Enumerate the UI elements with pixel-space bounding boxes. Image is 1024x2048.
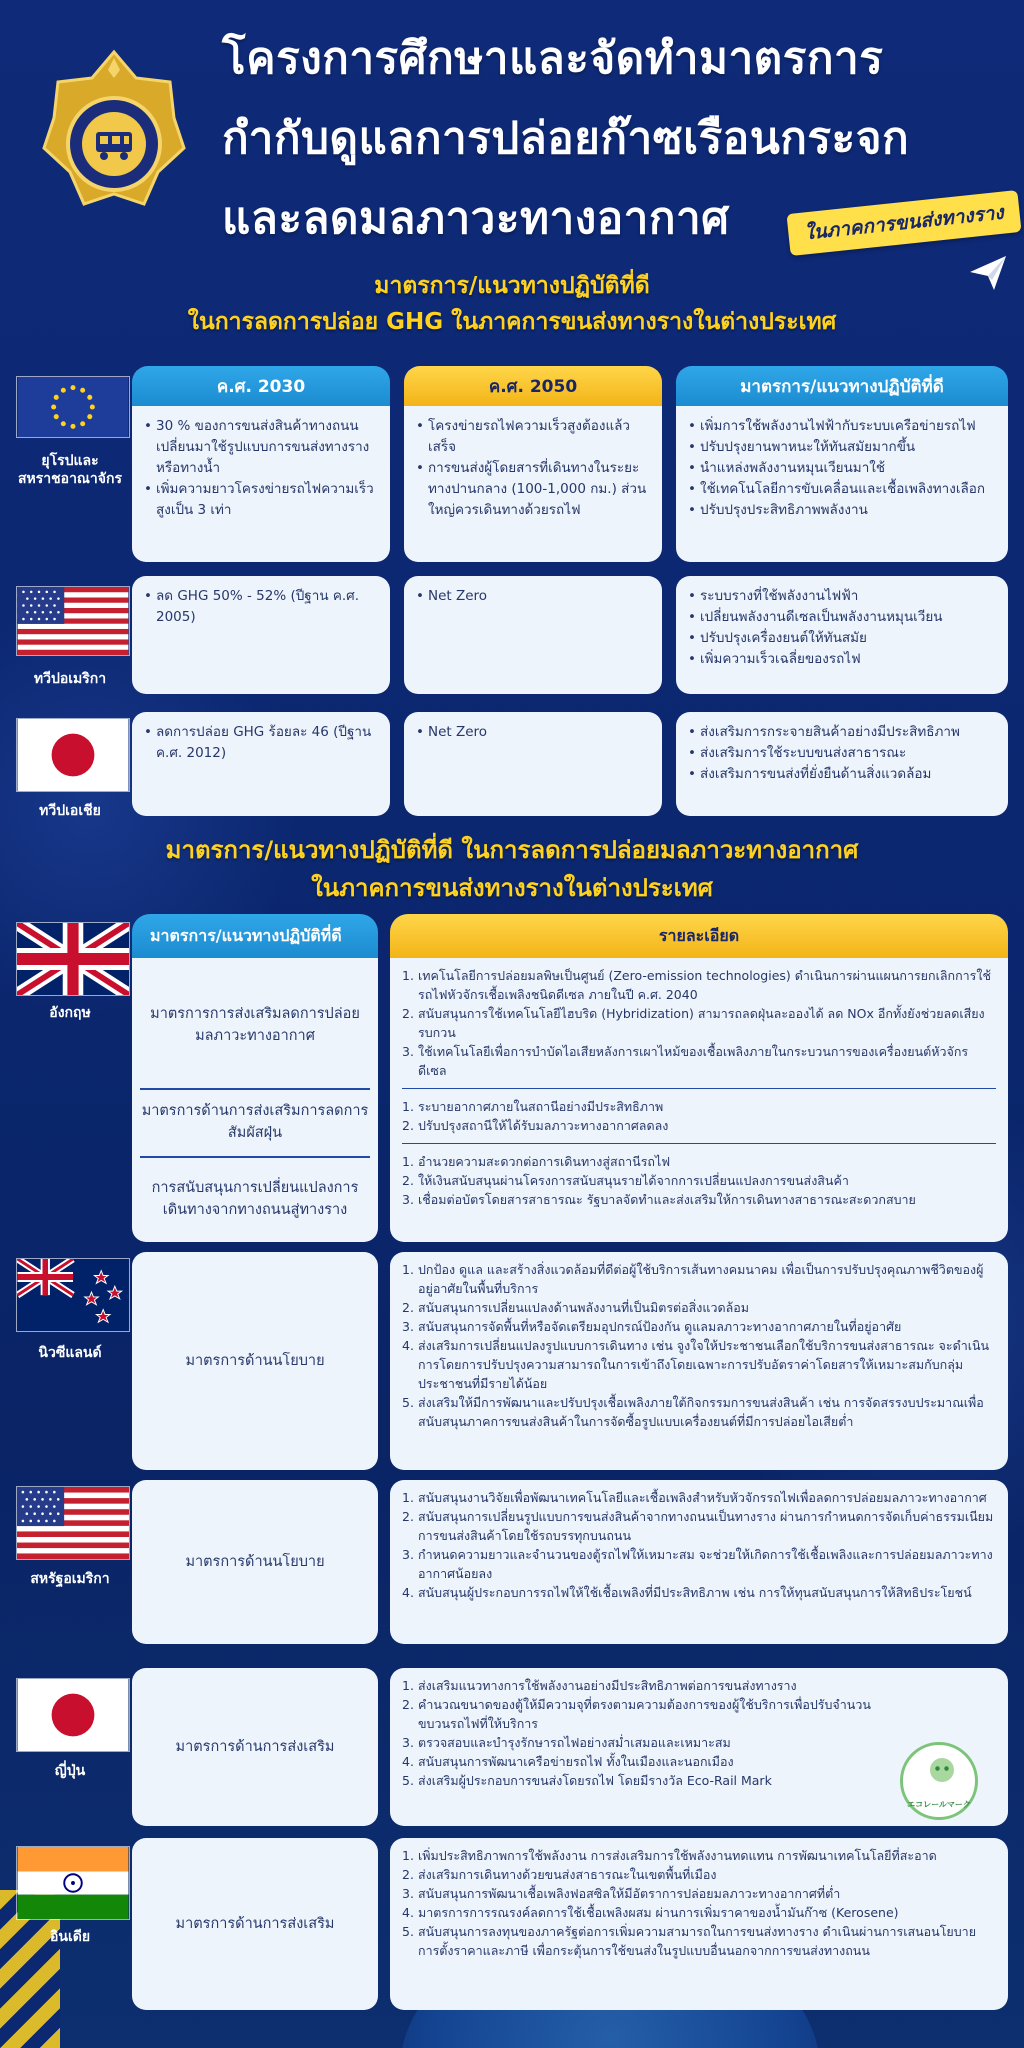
uk-flag-icon (16, 922, 130, 996)
country-label: อังกฤษ (49, 1005, 91, 1021)
list-item: • ใช้เทคโนโลยีการขับเคลื่อนและเชื้อเพลิงทางเลือก (686, 479, 998, 500)
list-item: 2. สนับสนุนการเปลี่ยนรูปแบบการขนส่งสินค้าจากทางถนนเป็นทางราง ผ่านการกำหนดการจัดเก็บค่าธรรมเนียมการขนส่งสินค้าโดยใช้รถบรรทุกบนถนน (402, 1509, 994, 1543)
section2-title-line1: มาตรการ/แนวทางปฏิบัติที่ดี ในการลดการปล่อยมลภาวะทางอากาศ (165, 836, 859, 864)
list-item: • Net Zero (414, 722, 652, 743)
india-flag-icon (16, 1846, 130, 1920)
cell-asia-2050 (404, 712, 662, 816)
list-item: 2. คำนวณขนาดของตู้ให้มีความจุที่ตรงตามความต้องการของผู้ใช้บริการเพื่อปรับจำนวนขบวนรถไฟที่ให้บริการ (402, 1697, 871, 1731)
list-item: 2. ปรับปรุงสถานีให้ได้รับมลภาวะทางอากาศลดลง (402, 1118, 669, 1133)
cell-usa-measures (676, 576, 1008, 694)
detail-nz (390, 1252, 1008, 1470)
list-item: • ส่งเสริมการกระจายสินค้าอย่างมีประสิทธิภาพ (686, 722, 998, 743)
detail-usa (390, 1480, 1008, 1644)
eu-star-icon (54, 414, 59, 419)
list-item: 4. สนับสนุนการพัฒนาเครือข่ายรถไฟ ทั้งในเมืองและนอกเมือง (402, 1754, 734, 1769)
list-item: • เพิ่มความเร็วเฉลี่ยของรถไฟ (686, 649, 998, 670)
list-item: • Net Zero (414, 586, 652, 607)
cell-eu-2030 (132, 406, 390, 562)
usa-flag-icon (16, 1486, 130, 1560)
list-item: • ระบบรางที่ใช้พลังงานไฟฟ้า (686, 586, 998, 607)
list-item: • เพิ่มการใช้พลังงานไฟฟ้ากับระบบเครือข่ายรถไฟ (686, 416, 998, 437)
list-item: 3. ใช้เทคโนโลยีเพื่อการบำบัดไอเสียหลังการเผาไหม้ของเชื้อเพลิงภายในกระบวนการของเครื่องยนต์หัวจักรดีเซล (402, 1044, 969, 1078)
column-header-2050: ค.ศ. 2050 (404, 366, 662, 406)
list-item: 3. เชื่อมต่อบัตรโดยสารสาธารณะ รัฐบาลจัดทำและส่งเสริมให้การเดินทางสาธารณะสะดวกสบาย (402, 1192, 916, 1207)
list-item: 3. ตรวจสอบและบำรุงรักษารถไฟอย่างสม่ำเสมอและเหมาะสม (402, 1735, 731, 1750)
list-item: 1. เทคโนโลยีการปล่อยมลพิษเป็นศูนย์ (Zero-emission technologies) ดำเนินการผ่านแผนการยกเลิกการใช้รถไฟหัวจักรเชื้อเพลิงชนิดดีเซล ภายในปี ค.ศ. 2040 (402, 968, 991, 1002)
measure-india: มาตรการด้านการส่งเสริม (132, 1838, 378, 2010)
list-item: 2. ให้เงินสนับสนุนผ่านโครงการสนับสนุนรายได้จากการเปลี่ยนแปลงการขนส่งสินค้า (402, 1173, 849, 1188)
list-item: • นำแหล่งพลังงานหมุนเวียนมาใช้ (686, 458, 998, 479)
list-item: 1. ส่งเสริมแนวทางการใช้พลังงานอย่างมีประสิทธิภาพต่อการขนส่งทางราง (402, 1678, 797, 1693)
measure-uk-1: มาตรการการส่งเสริมลดการปล่อยมลภาวะทางอากาศ (150, 1006, 360, 1044)
list-item: 4. ส่งเสริมการเปลี่ยนแปลงรูปแบบการเดินทาง เช่น จูงใจให้ประชาชนเลือกใช้บริการขนส่งสาธารณะ จะดำเนินการโดยการปรับปรุงความสามารถในการเข้าถึงโดยเฉพาะการปรับอัตราค่าโดยสารให้เหมาะสมกับกลุ่มประชาชนที่มีรายได้น้อย (402, 1338, 990, 1391)
list-item: • เปลี่ยนพลังงานดีเซลเป็นพลังงานหมุนเวียน (686, 607, 998, 628)
list-item: 2. สนับสนุนการใช้เทคโนโลยีไฮบริด (Hybridization) สามารถลดฝุ่นละอองได้ ลด NOx อีกทั้งยังช่วยลดเสียงรบกวน (402, 1006, 985, 1040)
country-label: สหรัฐอเมริกา (30, 1571, 110, 1587)
country-label: นิวซีแลนด์ (38, 1345, 102, 1361)
list-item: • ส่งเสริมการขนส่งที่ยั่งยืนด้านสิ่งแวดล้อม (686, 764, 998, 785)
list-item: 5. ส่งเสริมให้มีการพัฒนาและปรับปรุงเชื้อเพลิงภายใต้กิจกรรมการขนส่งสินค้า เช่น การจัดสรรงบประมาณเพื่อสนับสนุนภาคการขนส่งสินค้าในการจัดซื้อรูปแบบเครื่องยนต์ที่มีการปล่อยไอเสียต่ำ (402, 1395, 984, 1429)
list-item: 5. สนับสนุนการลงทุนของภาครัฐต่อการเพิ่มความสามารถในการขนส่งทางราง ดำเนินผ่านการเสนอนโยบายการตั้งราคาและภาษี เพื่อกระตุ้นการใช้ขนส่งในรูปแบบอื่นนอกจากการขนส่งทางถนน (402, 1924, 977, 1958)
list-item: 3. สนับสนุนการจัดพื้นที่หรือจัดเตรียมอุปกรณ์ป้องกัน ดูแลมลภาวะทางอากาศภายในที่อยู่อาศัย (402, 1319, 902, 1334)
title-line-2: กำกับดูแลการปล่อยก๊าซเรือนกระจก (222, 113, 910, 164)
list-item: • โครงข่ายรถไฟความเร็วสูงต้องแล้วเสร็จ (414, 416, 652, 458)
eu-star-icon (80, 388, 85, 393)
eu-star-icon (70, 424, 75, 429)
eco-rail-mark-icon: エコレールマーク (900, 1742, 978, 1820)
list-item: • ส่งเสริมการใช้ระบบขนส่งสาธารณะ (686, 743, 998, 764)
list-item: 3. สนับสนุนการพัฒนาเชื้อเพลิงฟอสซิลให้มีอัตราการปล่อยมลภาวะทางอากาศที่ต่ำ (402, 1886, 841, 1901)
divider (140, 1088, 370, 1090)
department-of-rail-transport-seal-icon (40, 48, 188, 218)
detail-column-uk (390, 958, 1008, 1242)
eu-star-icon (70, 385, 75, 390)
eu-star-icon (61, 388, 66, 393)
list-item: 1. สนับสนุนงานวิจัยเพื่อพัฒนาเทคโนโลยีและเชื้อเพลิงสำหรับหัวจักรรถไฟเพื่อลดการปล่อยมลภาวะทางอากาศ (402, 1490, 987, 1505)
list-item: 1. อำนวยความสะดวกต่อการเดินทางสู่สถานีรถไฟ (402, 1154, 671, 1169)
list-item: 4. สนับสนุนผู้ประกอบการรถไฟให้ใช้เชื้อเพลิงที่มีประสิทธิภาพ เช่น การให้ทุนสนับสนุนการให้สิทธิประโยชน์ (402, 1585, 972, 1600)
list-item: • ลดการปล่อย GHG ร้อยละ 46 (ปีฐาน ค.ศ. 2012) (142, 722, 380, 764)
cell-usa-2050 (404, 576, 662, 694)
section1-title-line1: มาตรการ/แนวทางปฏิบัติที่ดี (374, 273, 650, 299)
list-item: • การขนส่งผู้โดยสารที่เดินทางในระยะทางปานกลาง (100-1,000 กม.) ส่วนใหญ่ควรเดินทางด้วยรถไฟ (414, 458, 652, 521)
column-header-2030: ค.ศ. 2030 (132, 366, 390, 406)
section2-title-line2: ในภาคการขนส่งทางรางในต่างประเทศ (311, 874, 713, 902)
column-header-detail: รายละเอียด (390, 914, 1008, 958)
country-label: ทวีปเอเชีย (39, 803, 101, 819)
measure-nz: มาตรการด้านนโยบาย (132, 1252, 378, 1470)
eu-star-icon (51, 404, 56, 409)
eu-star-icon (80, 421, 85, 426)
measure-japan: มาตรการด้านการส่งเสริม (132, 1668, 378, 1826)
japan-flag-icon (16, 718, 130, 792)
country-label: ญี่ปุ่น (54, 1763, 86, 1779)
list-item: • ปรับปรุงยานพาหนะให้ทันสมัยมากขึ้น (686, 437, 998, 458)
rail-sector-badge: ในภาคการขนส่งทางราง (786, 190, 1021, 256)
list-item: • ปรับปรุงประสิทธิภาพพลังงาน (686, 500, 998, 521)
cell-asia-2030 (132, 712, 390, 816)
country-label: ยุโรปและ สหราชอาณาจักร (18, 453, 122, 487)
measure-uk-3: การสนับสนุนการเปลี่ยนแปลงการเดินทางจากทางถนนสู่ทางราง (151, 1180, 359, 1218)
list-item: 3. กำหนดความยาวและจำนวนของตู้รถไฟให้เหมาะสม จะช่วยให้เกิดการใช้เชื้อเพลิงและการปล่อยมลภาวะทางอากาศน้อยลง (402, 1547, 993, 1581)
title-line-3: และลดมลภาวะทางอากาศ (222, 193, 730, 244)
eu-star-icon (90, 404, 95, 409)
list-item: • 30 % ของการขนส่งสินค้าทางถนนเปลี่ยนมาใช้รูปแบบการขนส่งทางรางหรือทางน้ำ (142, 416, 380, 479)
list-item: 1. ปกป้อง ดูแล และสร้างสิ่งแวดล้อมที่ดีต่อผู้ใช้บริการเส้นทางคมนาคม เพื่อเป็นการปรับปรุงคุณภาพชีวิตของผู้อยู่อาศัยในพื้นที่บริการ (402, 1262, 984, 1296)
title-line-1: โครงการศึกษาและจัดทำมาตรการ (222, 33, 884, 84)
cell-asia-measures (676, 712, 1008, 816)
list-item: 4. มาตรการการรณรงค์ลดการใช้เชื้อเพลิงผสม ผ่านการเพิ่มราคาของน้ำมันก๊าซ (Kerosene) (402, 1905, 899, 1920)
list-item: • ลด GHG 50% - 52% (ปีฐาน ค.ศ. 2005) (142, 586, 380, 628)
section1-title-line2: ในการลดการปล่อย GHG ในภาคการขนส่งทางรางในต่างประเทศ (187, 309, 837, 335)
detail-india (390, 1838, 1008, 2010)
list-item: 1. ระบายอากาศภายในสถานีอย่างมีประสิทธิภาพ (402, 1099, 664, 1114)
measure-uk-2: มาตรการด้านการส่งเสริมการลดการสัมผัสฝุ่น (141, 1103, 369, 1141)
eu-star-icon (87, 395, 92, 400)
measure-usa: มาตรการด้านนโยบาย (132, 1480, 378, 1644)
list-item: 2. ส่งเสริมการเดินทางด้วยขนส่งสาธารณะในเขตพื้นที่เมือง (402, 1867, 717, 1882)
list-item: 1. เพิ่มประสิทธิภาพการใช้พลังงาน การส่งเสริมการใช้พลังงานทดแทน การพัฒนาเทคโนโลยีที่สะอาด (402, 1848, 937, 1863)
country-label: ทวีปอเมริกา (33, 671, 107, 687)
list-item: 2. สนับสนุนการเปลี่ยนแปลงด้านพลังงานที่เป็นมิตรต่อสิ่งแวดล้อม (402, 1300, 749, 1315)
cell-eu-measures (676, 406, 1008, 562)
list-item: 5. ส่งเสริมผู้ประกอบการขนส่งโดยรถไฟ โดยมีรางวัล Eco-Rail Mark (402, 1773, 772, 1788)
eu-star-icon (61, 421, 66, 426)
eu-star-icon (87, 414, 92, 419)
usa-flag-icon (16, 586, 130, 656)
column-header-measures: มาตรการ/แนวทางปฏิบัติที่ดี (676, 366, 1008, 406)
list-item: • ปรับปรุงเครื่องยนต์ให้ทันสมัย (686, 628, 998, 649)
cell-eu-2050 (404, 406, 662, 562)
new-zealand-flag-icon (16, 1258, 130, 1332)
divider (402, 1143, 996, 1144)
cell-usa-2030 (132, 576, 390, 694)
list-item: • เพิ่มความยาวโครงข่ายรถไฟความเร็วสูงเป็น 3 เท่า (142, 479, 380, 521)
eu-star-icon (54, 395, 59, 400)
column-header-measure: มาตรการ/แนวทางปฏิบัติที่ดี (132, 914, 378, 958)
divider (402, 1088, 996, 1089)
country-label: อินเดีย (49, 1929, 91, 1945)
header (0, 0, 1024, 270)
eu-flag-icon (16, 376, 130, 438)
divider (140, 1156, 370, 1158)
japan-flag-icon (16, 1678, 130, 1752)
